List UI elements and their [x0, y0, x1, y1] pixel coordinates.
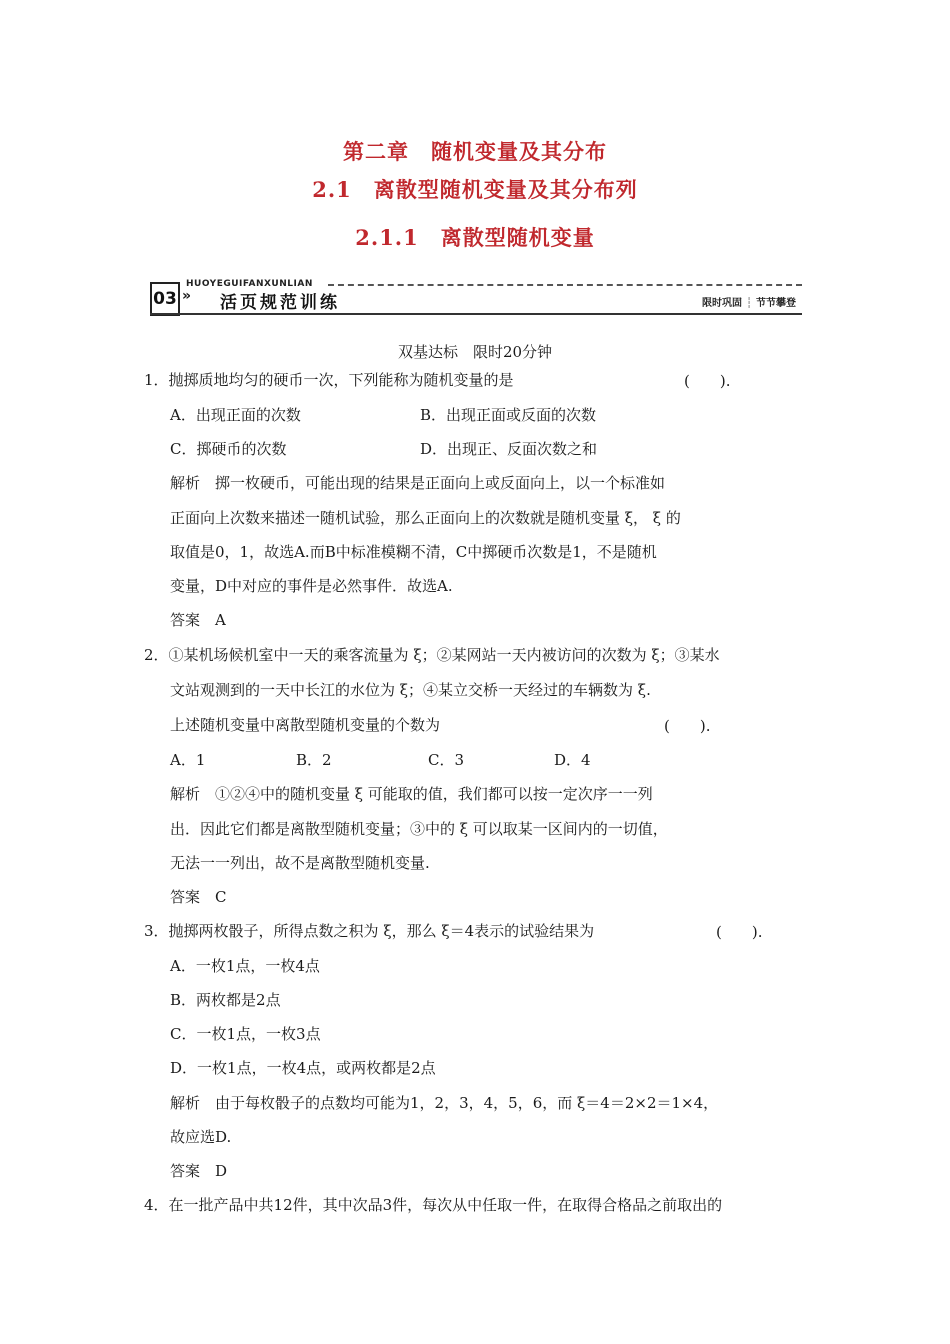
q2-stem-line: 上述随机变量中离散型随机变量的个数为 — [170, 716, 441, 734]
q2-option-d: D．4 — [554, 751, 591, 769]
q2-stem-line: 文站观测到的一天中长江的水位为 ξ；④某立交桥一天经过的车辆数为 ξ. — [170, 681, 651, 699]
q3-answer: 答案 D — [170, 1162, 228, 1180]
banner-right-labels — [702, 294, 796, 309]
q2-analysis-line: 解析 ①②④中的随机变量 ξ 可能取的值，我们都可以按一定次序一一列 — [170, 785, 653, 803]
practice-header: 双基达标 限时20分钟 — [397, 343, 553, 361]
banner-separator: ┆ — [745, 298, 752, 309]
banner-name: 活页规范训练 — [220, 293, 340, 313]
banner-label-b: 节节攀登 — [756, 298, 796, 309]
q2-answer: 答案 C — [170, 888, 227, 906]
q2-option-a: A．1 — [170, 751, 206, 769]
banner-dashed-rule — [328, 284, 802, 286]
q3-stem: 3．抛掷两枚骰子，所得点数之积为 ξ，那么 ξ＝4表示的试验结果为 — [144, 922, 595, 940]
q1-analysis-line: 取值是0，1，故选A.而B中标准模糊不清，C中掷硬币次数是1，不是随机 — [170, 543, 657, 561]
q3-analysis-line: 解析 由于每枚骰子的点数均可能为1，2，3，4，5，6，而 ξ＝4＝2×2＝1×4， — [170, 1094, 719, 1112]
q3-analysis-line: 故应选D. — [170, 1128, 232, 1146]
q2-analysis-line: 出．因此它们都是离散型随机变量；③中的 ξ 可以取某一区间内的一切值， — [170, 820, 668, 838]
q2-paren: ( ). — [664, 717, 711, 735]
banner-pinyin: HUOYEGUIFANXUNLIAN — [186, 279, 313, 289]
q2-option-b: B．2 — [296, 751, 332, 769]
q3-paren: ( ). — [716, 923, 763, 941]
q1-option-b: B．出现正面或反面的次数 — [420, 406, 597, 424]
q2-option-c: C．3 — [428, 751, 465, 769]
q1-analysis-line: 解析 掷一枚硬币，可能出现的结果是正面向上或反面向上，以一个标准如 — [170, 474, 666, 492]
q1-stem: 1．抛掷质地均匀的硬币一次，下列能称为随机变量的是 — [144, 371, 514, 389]
q4-stem: 4．在一批产品中共12件，其中次品3件，每次从中任取一件，在取得合格品之前取出的 — [144, 1196, 723, 1214]
q1-option-d: D．出现正、反面次数之和 — [420, 440, 598, 458]
banner-number-badge: 03 — [150, 282, 180, 316]
banner-label-a: 限时巩固 — [701, 298, 742, 309]
q1-analysis-line: 变量，D中对应的事件是必然事件．故选A. — [170, 577, 453, 595]
q1-option-c: C．掷硬币的次数 — [170, 440, 287, 458]
chapter-title: 第二章 随机变量及其分布 — [343, 139, 607, 164]
section-title: 2.1 离散型随机变量及其分布列 — [312, 177, 638, 202]
q3-option-b: B．两枚都是2点 — [170, 991, 281, 1009]
q1-paren: ( ). — [684, 372, 731, 390]
q1-answer: 答案 A — [170, 611, 226, 629]
q3-option-d: D．一枚1点，一枚4点，或两枚都是2点 — [170, 1059, 436, 1077]
q3-option-a: A．一枚1点，一枚4点 — [170, 957, 320, 975]
q2-analysis-line: 无法一一列出，故不是离散型随机变量. — [170, 854, 430, 872]
q1-analysis-line: 正面向上次数来描述一随机试验，那么正面向上的次数就是随机变量 ξ， ξ 的 — [170, 509, 681, 527]
practice-banner — [150, 276, 802, 316]
banner-underline — [150, 313, 802, 315]
q2-stem-line: 2．①某机场候机室中一天的乘客流量为 ξ；②某网站一天内被访问的次数为 ξ；③某水 — [144, 646, 720, 664]
q3-option-c: C．一枚1点，一枚3点 — [170, 1025, 321, 1043]
q1-option-a: A．出现正面的次数 — [170, 406, 301, 424]
double-chevron-icon: » — [182, 288, 192, 304]
subsection-title: 2.1.1 离散型随机变量 — [355, 225, 595, 250]
